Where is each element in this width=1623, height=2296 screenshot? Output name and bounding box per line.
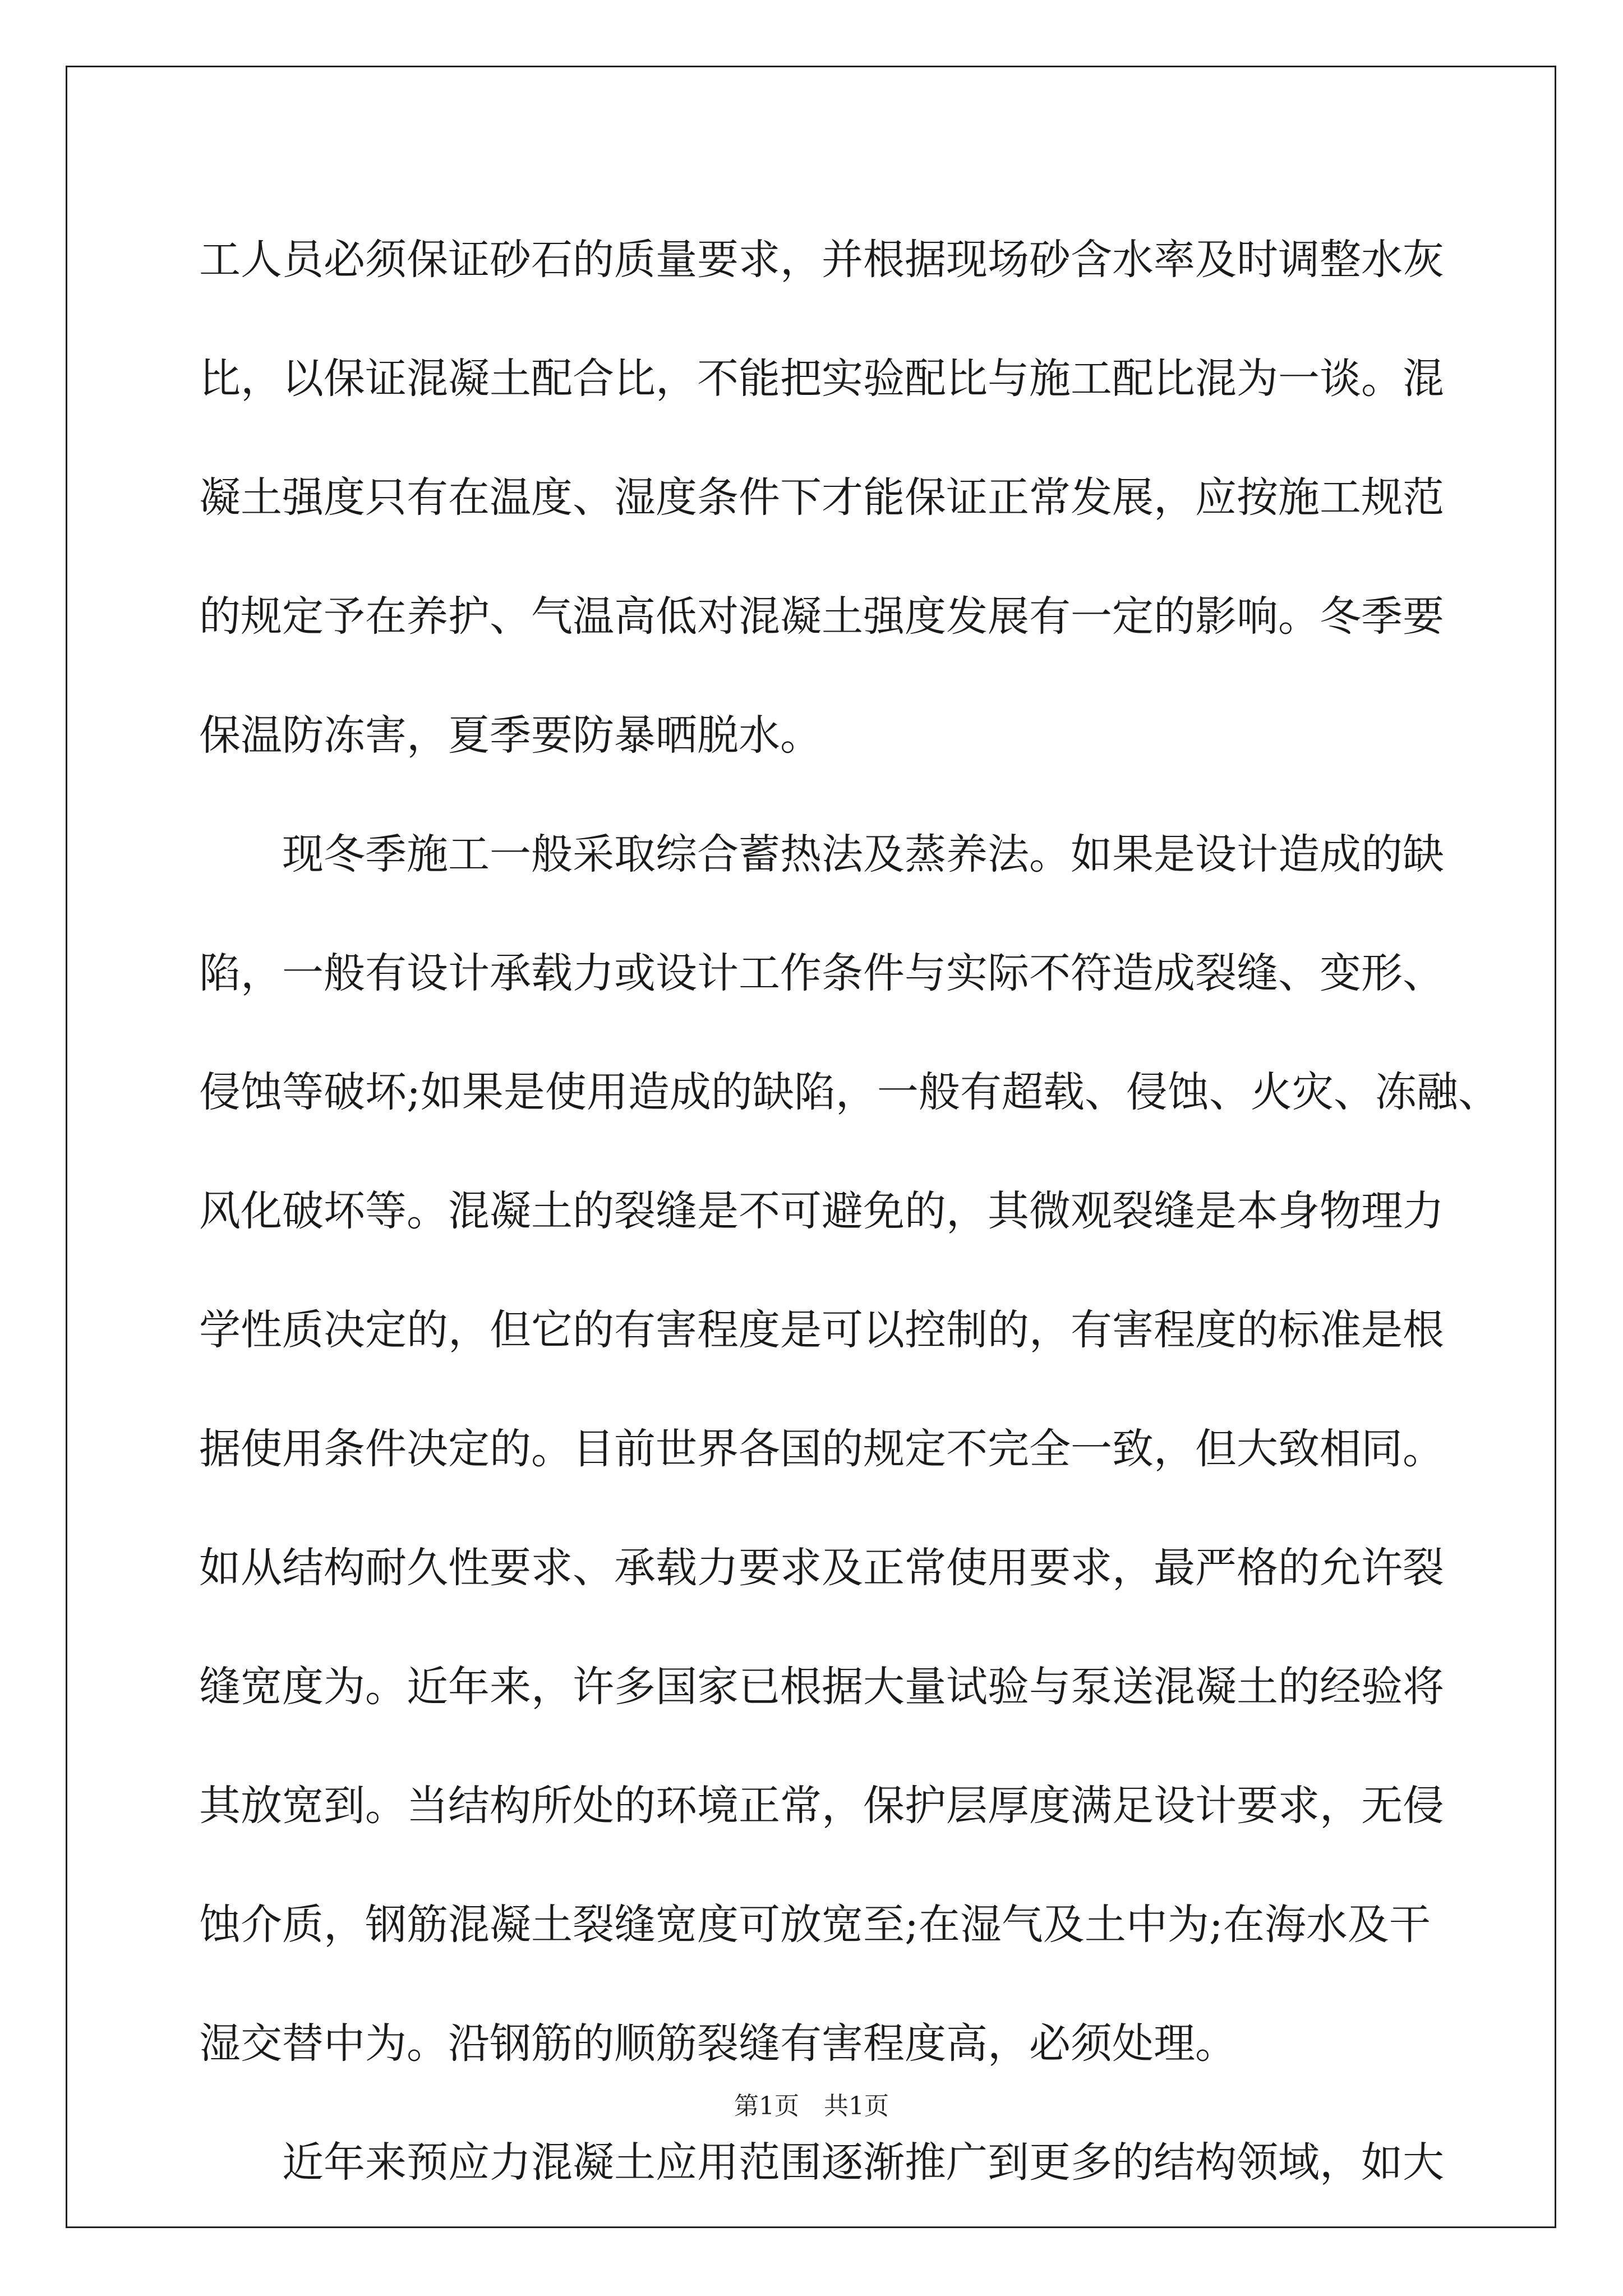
page-footer: 第1页 共1页: [734, 2092, 889, 2120]
text-line: 蚀介质，钢筋混凝土裂缝宽度可放宽至;在湿气及土中为;在海水及干: [199, 1901, 1431, 1949]
text-line: 侵蚀等破坏;如果是使用造成的缺陷，一般有超载、侵蚀、火灾、冻融、: [199, 1068, 1500, 1116]
document-body: [199, 200, 1500, 2222]
text-line: 凝土强度只有在温度、湿度条件下才能保证正常发展，应按施工规范: [199, 473, 1444, 522]
text-line: 学性质决定的，但它的有害程度是可以控制的，有害程度的标准是根: [199, 1306, 1444, 1354]
text-line: 缝宽度为。近年来，许多国家已根据大量试验与泵送混凝土的经验将: [199, 1663, 1444, 1711]
paragraph-first-line: 现冬季施工一般采取综合蓄热法及蒸养法。如果是设计造成的缺: [282, 830, 1444, 878]
text-line: 湿交替中为。沿钢筋的顺筋裂缝有害程度高，必须处理。: [199, 2019, 1237, 2068]
text-line: 其放宽到。当结构所处的环境正常，保护层厚度满足设计要求，无侵: [199, 1782, 1444, 1830]
text-line: 比，以保证混凝土配合比，不能把实验配比与施工配比混为一谈。混: [199, 355, 1444, 403]
text-line: 的规定予在养护、气温高低对混凝土强度发展有一定的影响。冬季要: [199, 592, 1444, 641]
text-line: 如从结构耐久性要求、承载力要求及正常使用要求，最严格的允许裂: [199, 1544, 1444, 1592]
paragraph-first-line: 近年来预应力混凝土应用范围逐渐推广到更多的结构领域，如大: [282, 2138, 1444, 2187]
text-line: 保温防冻害，夏季要防暴晒脱水。: [199, 711, 822, 760]
text-line: 工人员必须保证砂石的质量要求，并根据现场砂含水率及时调整水灰: [199, 236, 1444, 284]
text-line: 陷，一般有设计承载力或设计工作条件与实际不符造成裂缝、变形、: [199, 949, 1444, 997]
text-line: 据使用条件决定的。目前世界各国的规定不完全一致，但大致相同。: [199, 1425, 1444, 1473]
text-line: 风化破坏等。混凝土的裂缝是不可避免的，其微观裂缝是本身物理力: [199, 1187, 1444, 1235]
